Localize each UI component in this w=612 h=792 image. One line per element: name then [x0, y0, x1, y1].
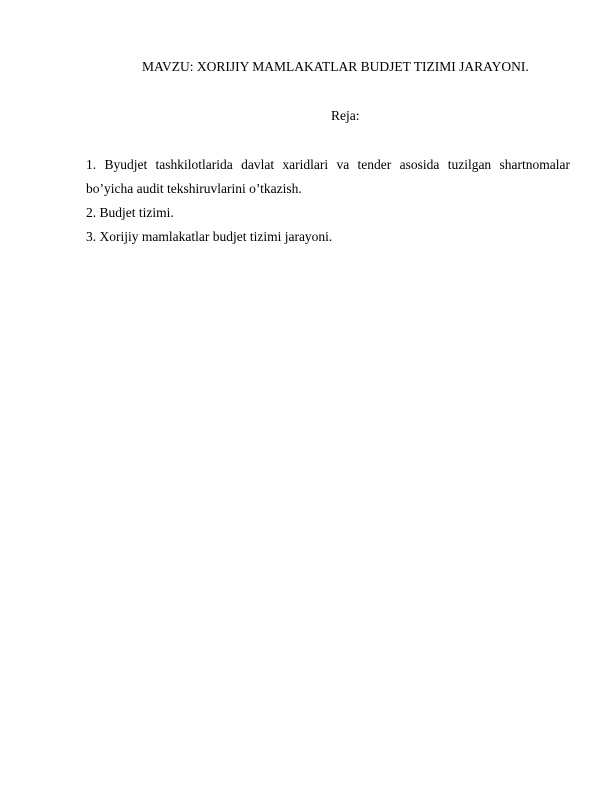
- document-title: MAVZU: XORIJIY MAMLAKATLAR BUDJET TIZIMI JARAYONI.: [142, 59, 529, 74]
- plan-item: 1. Byudjet tashkilotlarida davlat xaridlari va tender asosida tuzilgan shartnomalar bo’yicha audit tekshiruvlarini o’tkazish.: [86, 157, 570, 196]
- plan-item: 2. Budjet tizimi.: [86, 205, 174, 220]
- plan-heading: Reja:: [331, 108, 360, 123]
- plan-item: 3. Xorijiy mamlakatlar budjet tizimi jarayoni.: [86, 229, 333, 244]
- plan-list: [86, 153, 570, 249]
